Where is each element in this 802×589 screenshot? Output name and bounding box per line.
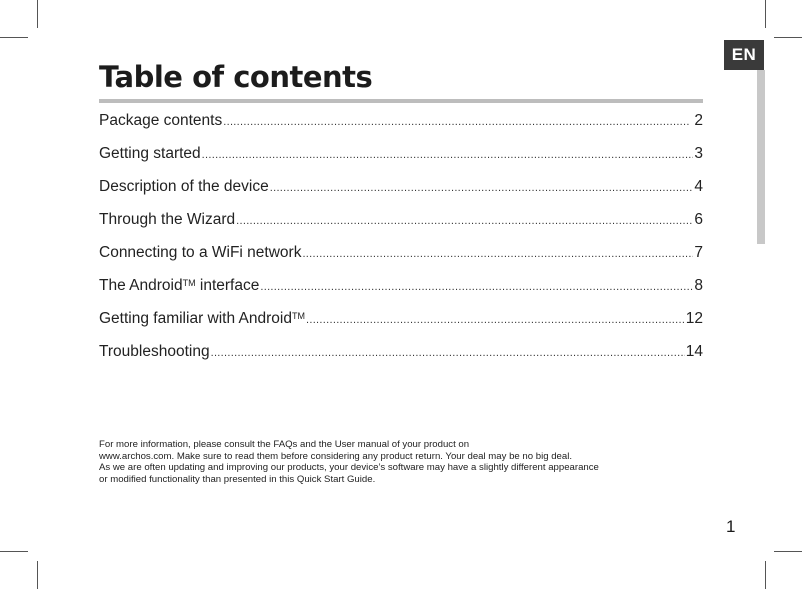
table-of-contents (99, 108, 703, 372)
toc-leader-dots (211, 347, 685, 359)
toc-page-number: 4 (694, 178, 703, 195)
page-title: Table of contents (99, 60, 373, 94)
toc-entry-troubleshooting[interactable] (99, 339, 703, 372)
toc-leader-dots (236, 215, 693, 227)
title-underline (99, 99, 703, 103)
toc-page-number: 3 (694, 145, 703, 162)
toc-label: Getting started (99, 145, 201, 162)
toc-page-number: 12 (685, 310, 703, 327)
toc-entry-package-contents[interactable] (99, 108, 703, 141)
toc-label: Troubleshooting (99, 343, 210, 360)
toc-page-number: 8 (694, 277, 703, 294)
toc-label: Description of the device (99, 178, 269, 195)
toc-label: Through the Wizard (99, 211, 236, 228)
trademark-mark: TM (182, 278, 196, 288)
toc-leader-dots (306, 314, 685, 326)
crop-mark (37, 561, 38, 589)
crop-mark (37, 0, 38, 28)
toc-page-number: 7 (694, 244, 703, 261)
crop-mark (774, 551, 802, 552)
toc-label: Getting familiar with Android™ (99, 310, 305, 327)
toc-label: Connecting to a WiFi network (99, 244, 302, 261)
language-tab: EN (724, 40, 764, 70)
toc-entry-getting-started[interactable] (99, 141, 703, 174)
crop-mark (0, 551, 28, 552)
footnote-line: As we are often updating and improving our products, your device’s software may have a slightly different appearance (99, 462, 599, 474)
toc-entry-description-of-device[interactable] (99, 174, 703, 207)
footnote-line: or modified functionality than presented in this Quick Start Guide. (99, 473, 376, 485)
toc-entry-android-interface[interactable] (99, 273, 703, 306)
toc-label: Package contents (99, 112, 223, 129)
toc-page-number: 2 (690, 112, 703, 129)
footnote-line: For more information, please consult the FAQs and the User manual of your product on (99, 439, 470, 450)
toc-page-number: 6 (694, 211, 703, 228)
footnote-line: www.archos.com. Make sure to read them before considering any product return. Your deal may be no big deal. (99, 450, 573, 462)
crop-mark (765, 561, 766, 589)
crop-mark (0, 37, 28, 38)
crop-mark (765, 0, 766, 28)
trademark-mark: TM (291, 311, 305, 321)
toc-leader-dots (270, 182, 694, 194)
toc-leader-dots (202, 149, 694, 161)
crop-mark (774, 37, 802, 38)
toc-leader-dots (260, 281, 693, 293)
footnote (99, 439, 709, 485)
toc-page-number: 14 (685, 343, 703, 360)
language-tab-bar (757, 70, 765, 244)
toc-leader-dots (302, 248, 693, 260)
toc-entry-connecting-wifi[interactable] (99, 240, 703, 273)
toc-label: The Android™ interface (99, 277, 260, 294)
toc-leader-dots (223, 116, 689, 128)
toc-entry-getting-familiar-android[interactable] (99, 306, 703, 339)
toc-entry-through-the-wizard[interactable] (99, 207, 703, 240)
page-number: 1 (726, 517, 736, 536)
